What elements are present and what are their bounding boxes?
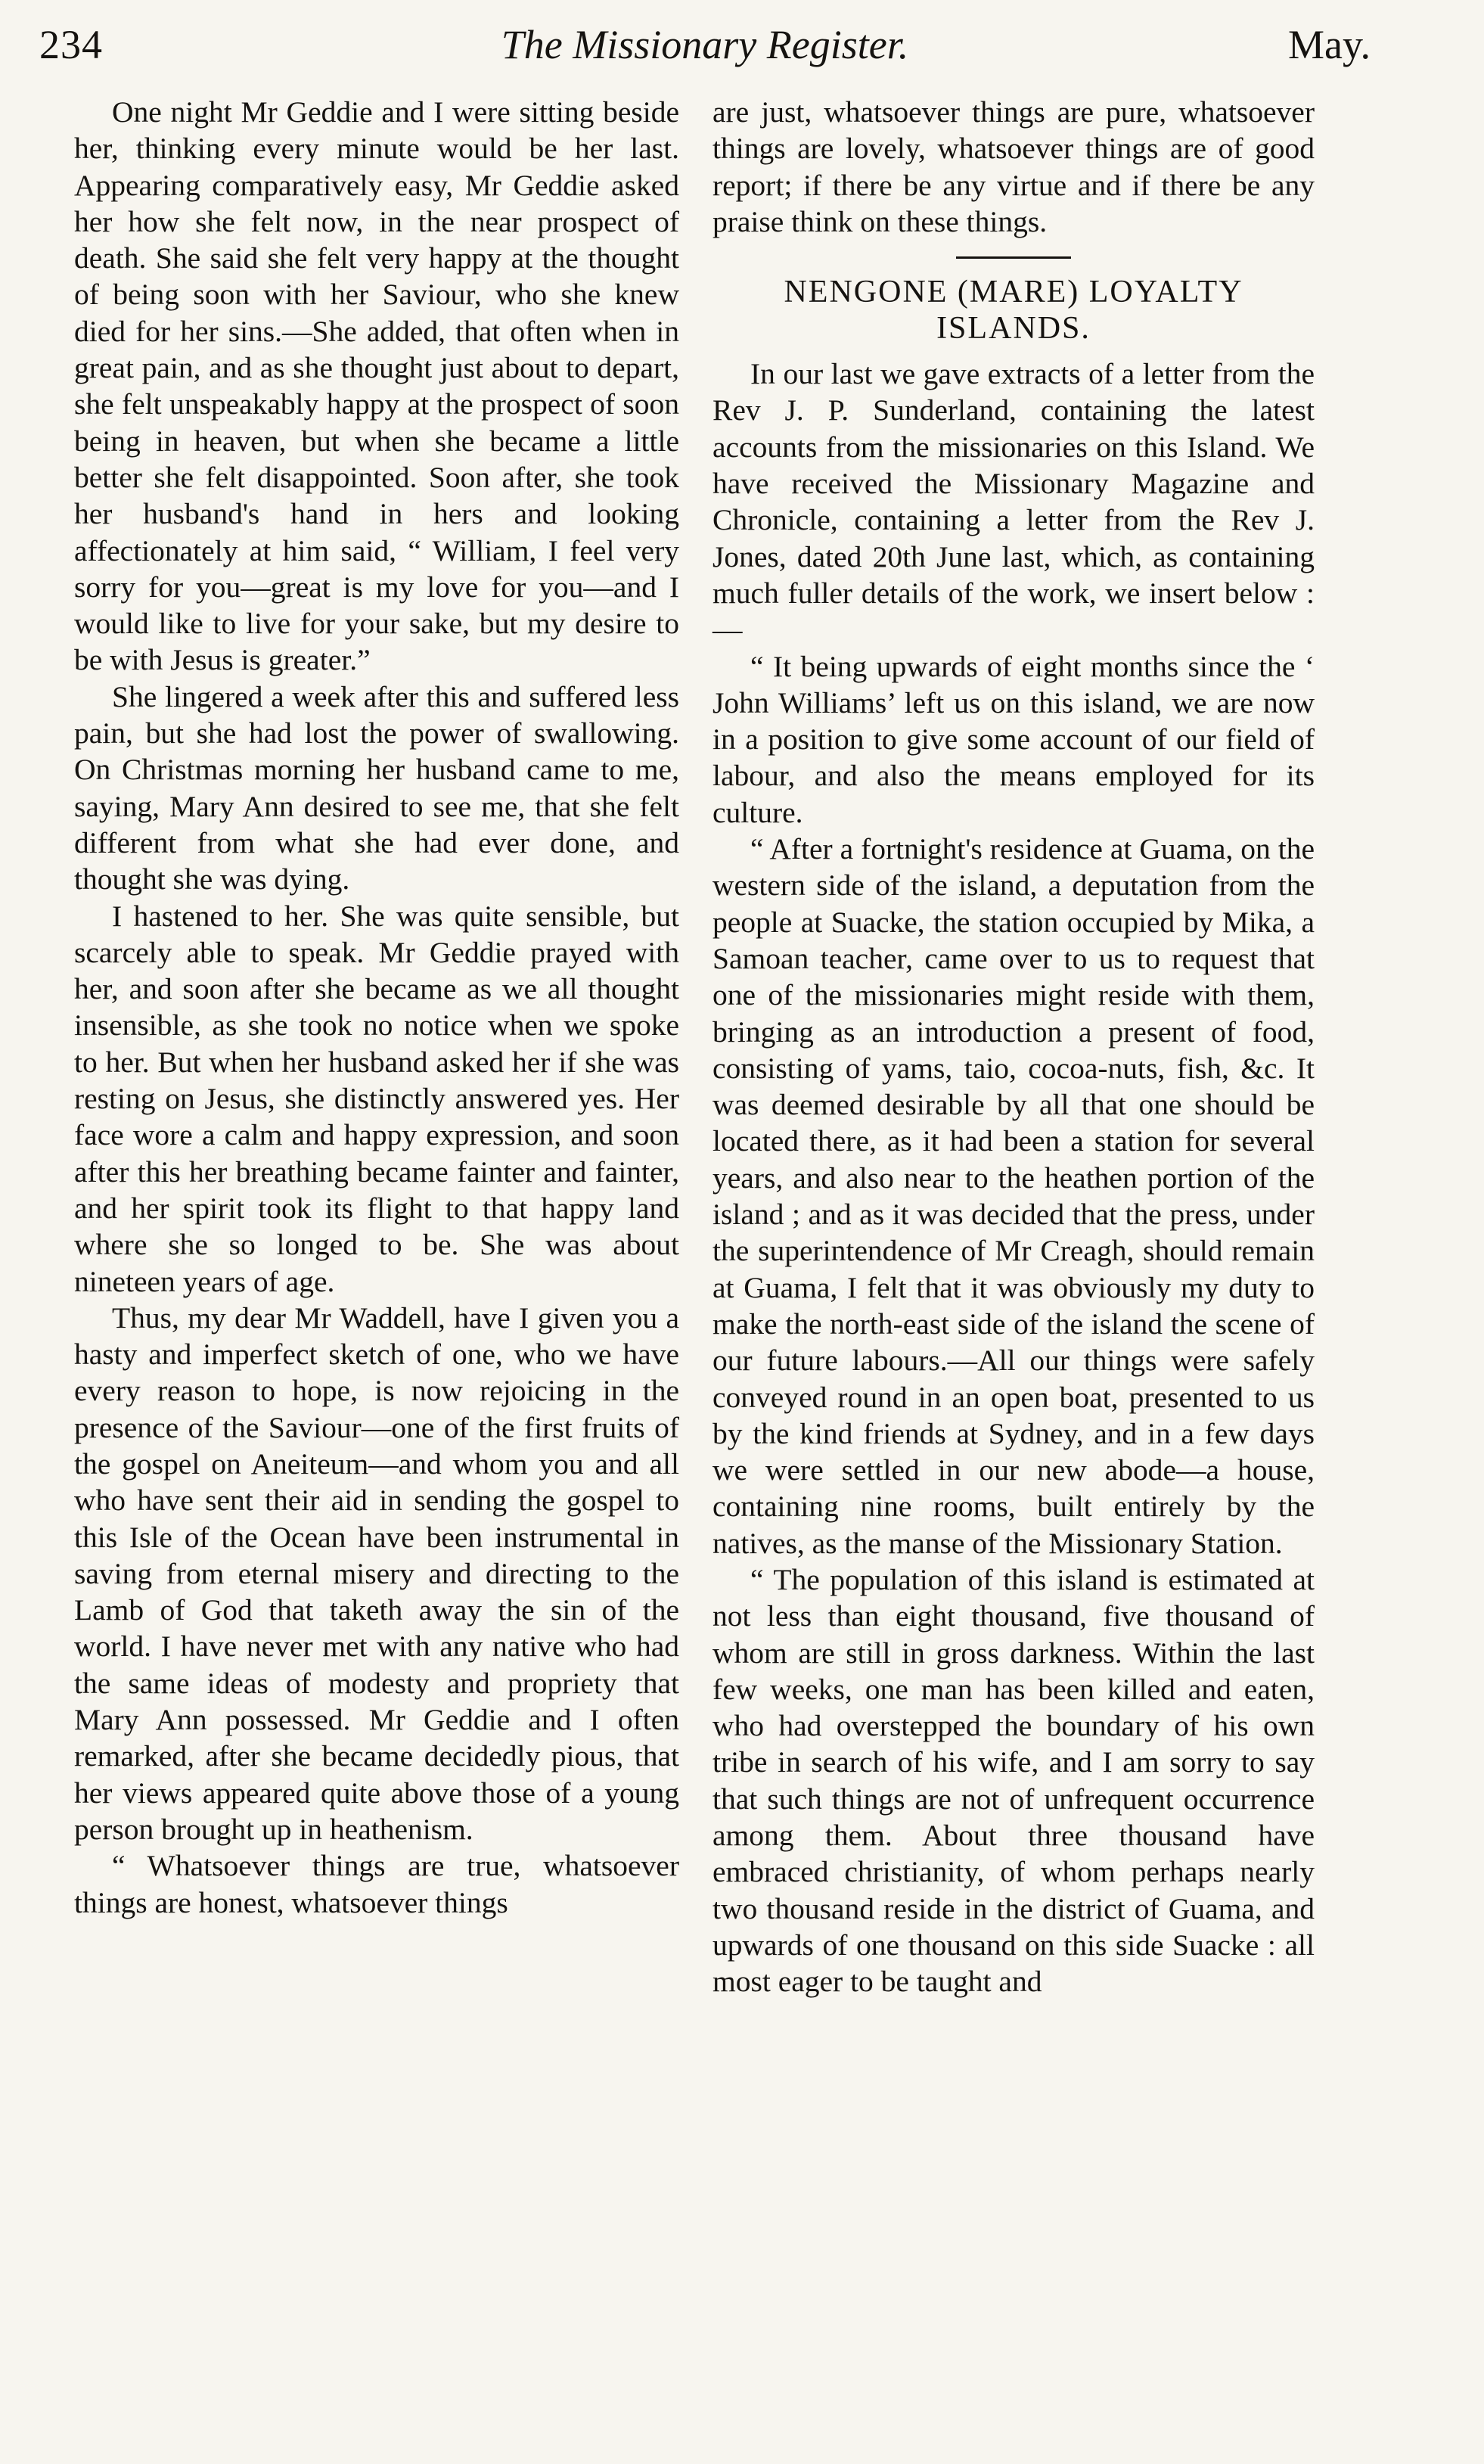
paragraph: She lingered a week after this and suffered less pain, but she had lost the power of swallowing. On Christmas morning her husband came to me, saying, Mary Ann desired to see me, that she felt different from what she had ever done, and thought she was dying. — [74, 679, 679, 896]
continued-paragraph: are just, whatsoever things are pure, whatsoever things are lovely, whatsoever things are of good report; if there be any virtue and if there be any praise think on these things. — [713, 95, 1315, 238]
page-number: 234 — [39, 22, 103, 67]
month-label: May. — [1288, 22, 1371, 67]
left-column — [74, 94, 679, 1921]
paragraph: “ The population of this island is estimated at not less than eight thousand, five thousand of whom are still in gross darkness. Within the last few weeks, one man has been killed and eaten, who had overstepped the boundary of his own tribe in search of his wife, and I am sorry to say that such things are not of unfrequent occurrence among them. About three thousand have embraced christianity, of whom perhaps nearly two thousand reside in the district of Guama, and upwards of one thousand on this side Suacke : all most eager to be taught and — [713, 1562, 1315, 1999]
paragraph: “ Whatsoever things are true, whatsoever things are honest, whatsoever things — [74, 1849, 679, 1919]
paragraph: One night Mr Geddie and I were sitting beside her, thinking every minute would be her last. Appearing comparatively easy, Mr Geddie asked her how she felt now, in the near prospect of death. She said she felt very happy at the thought of being soon with her Saviour, who she knew died for her sins.—She added, that often when in great pain, and as she thought just about to depart, she felt unspeakably happy at the prospect of soon being in heaven, but when she became a little better she felt disappointed. Soon after, she took her husband's hand in hers and looking affectionately at him said, “ William, I feel very sorry for you—great is my love for you—and I would like to live for your sake, but my desire to be with Jesus is greater.” — [74, 95, 679, 677]
paragraph: “ It being upwards of eight months since the ‘ John Williams’ left us on this island, we are now in a position to give some account of our field of labour, and also the means employed for its culture. — [713, 649, 1315, 829]
paragraph: In our last we gave extracts of a letter from the Rev J. P. Sunderland, containing the latest accounts from the missionaries on this Island. We have received the Missionary Magazine and Chronicle, containing a letter from the Rev J. Jones, dated 20th June last, which, as containing much fuller details of the work, we insert below :— — [713, 357, 1315, 647]
paragraph: “ After a fortnight's residence at Guama, on the western side of the island, a deputation from the people at Suacke, the station occupied by Mika, a Samoan teacher, came over to us to request that one of the missionaries might reside with them, bringing as an introduction a present of food, consisting of yams, taio, cocoa-nuts, fish, &c. It was deemed desirable by all that one should be located there, as it had been a station for several years, and also near to the heathen portion of the island ; and as it was decided that the press, under the superintendence of Mr Creagh, should remain at Guama, I felt that it was obviously my duty to make the north-east side of the island the scene of our future labours.—All our things were safely conveyed round in an open boat, presented to us by the kind friends at Sydney, and in a few days we were settled in our new abode—a house, containing nine rooms, built entirely by the natives, as the manse of the Missionary Station. — [713, 832, 1315, 1560]
page-header — [39, 21, 1371, 82]
running-title: The Missionary Register. — [501, 22, 909, 67]
section-divider — [956, 256, 1071, 259]
section-heading: NENGONE (MARE) LOYALTY ISLANDS. — [784, 275, 1243, 346]
paragraph: Thus, my dear Mr Waddell, have I given you a hasty and imperfect sketch of one, who we have every reason to hope, is now rejoicing in the presence of the Saviour—one of the first fruits of the gospel on Aneiteum—and whom you and all who have sent their aid in sending the gospel to this Isle of the Ocean have been instrumental in saving from eternal misery and directing to the Lamb of God that taketh away the sin of the world. I have never met with any native who had the same ideas of modesty and propriety that Mary Ann possessed. Mr Geddie and I often remarked, after she became decidedly pious, that her views appeared quite above those of a young person brought up in heathenism. — [74, 1300, 679, 1846]
right-column — [713, 94, 1315, 2000]
paragraph: I hastened to her. She was quite sensible, but scarcely able to speak. Mr Geddie prayed with her, and soon after she became as we all thought insensible, as she took no notice when we spoke to her. But when her husband asked her if she was resting on Jesus, she distinctly answered yes. Her face wore a calm and happy expression, and soon after this her breathing became fainter and fainter, and her spirit took its flight to that happy land where she so longed to be. She was about nineteen years of age. — [74, 899, 679, 1298]
